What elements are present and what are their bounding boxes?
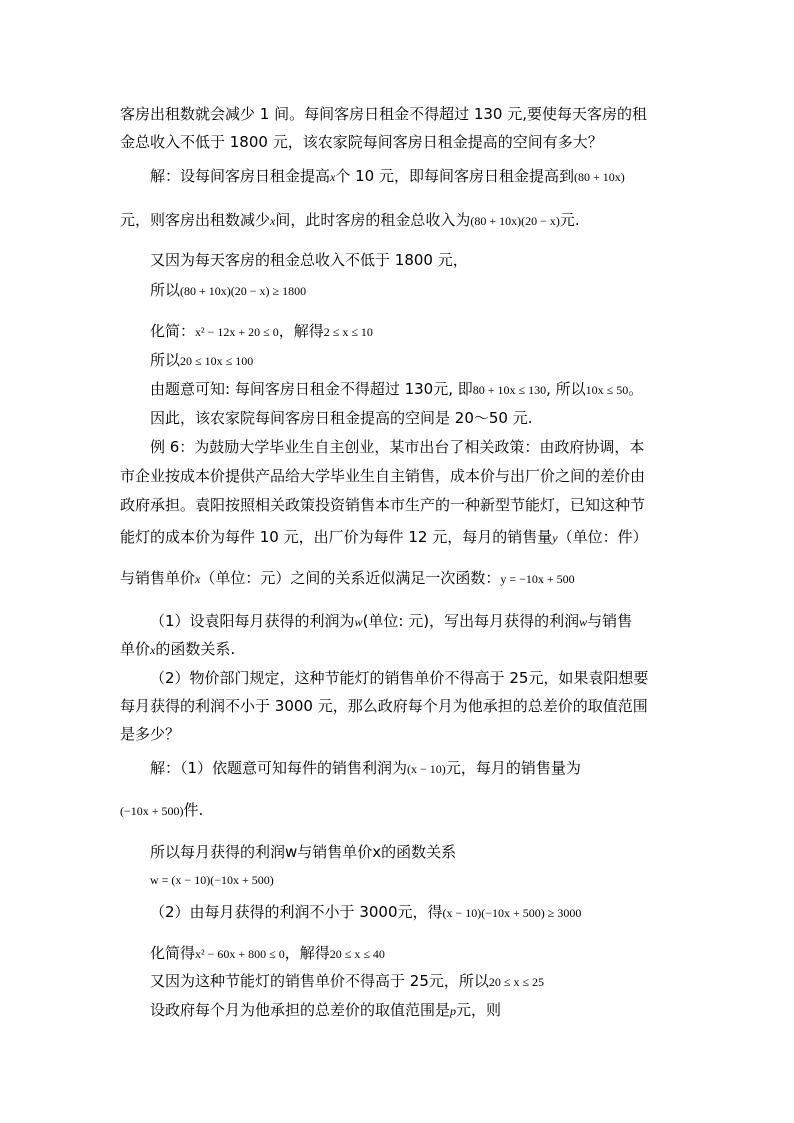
math-expr: 20 ≤ x ≤ 25 <box>488 975 545 989</box>
text: 元，则客房出租数减少 <box>120 211 271 229</box>
math-var: x <box>150 643 156 657</box>
math-expr: (80 + 10x)(20 − x) ≥ 1800 <box>180 284 307 298</box>
text: 元，每月的销售量为 <box>445 759 581 777</box>
text: 金总收入不低于 1800 元，该农家院每间客房日租金提高的空间有多大？ <box>120 133 603 151</box>
text-line <box>120 527 648 548</box>
text: 市企业按成本价提供产品给大学毕业生自主销售，成本价与出厂价之间的差价由 <box>120 467 646 485</box>
formula-line <box>150 869 274 890</box>
math-expr: (80 + 10x) <box>573 170 625 184</box>
text-line <box>120 132 603 152</box>
text: （1）设袁阳每月获得的利润为 <box>150 612 355 630</box>
text-line <box>150 902 581 923</box>
text-line <box>150 1000 501 1021</box>
text: 化简得 <box>150 944 196 962</box>
text-line <box>120 696 648 716</box>
text: 与销售单价 <box>120 569 196 587</box>
math-expr: (x − 10) <box>407 762 446 776</box>
math-expr: 10x ≤ 50 <box>585 383 629 397</box>
text: 与销售 <box>587 612 633 630</box>
text: 化简： <box>150 322 196 340</box>
text-line <box>120 724 180 744</box>
text-line <box>120 639 235 660</box>
text-line <box>150 250 468 270</box>
text: 又因为每天客房的租金总收入不低于 1800 元， <box>150 251 468 269</box>
math-expr: (x − 10)(−10x + 500) ≥ 3000 <box>442 906 582 920</box>
math-expr: 20 ≤ 10x ≤ 100 <box>180 354 254 368</box>
text: （单位：件） <box>557 528 648 546</box>
text-line <box>150 943 385 964</box>
text: 解：设每间客房日租金提高 <box>150 167 331 185</box>
text: 所以每月获得的利润w与销售单价x的函数关系 <box>150 843 457 861</box>
math-var: w <box>354 615 363 629</box>
text: 所以 <box>150 281 181 299</box>
text: 每月获得的利润不小于 3000 元，那么政府每个月为他承担的总差价的取值范围 <box>120 697 648 715</box>
text: 因此，该农家院每间客房日租金提高的空间是 20～50 元. <box>150 409 533 427</box>
text: 设政府每个月为他承担的总差价的取值范围是 <box>150 1001 451 1019</box>
text-line <box>120 104 647 124</box>
math-var: x <box>270 214 276 228</box>
solution-line <box>150 166 625 187</box>
text: (单位: 元)，写出每月获得的利润 <box>362 612 580 630</box>
text: 元. <box>559 211 580 229</box>
text-line <box>150 408 532 428</box>
text: （单位：元）之间的关系近似满足一次函数： <box>200 569 501 587</box>
text: 能灯的成本价为每件 10 元，出厂价为每件 12 元，每月的销售量 <box>120 528 553 546</box>
text: 件. <box>183 801 204 819</box>
question-1 <box>150 611 632 632</box>
text-line <box>150 321 373 342</box>
math-expr: (80 + 10x)(20 − x) <box>470 214 560 228</box>
math-var: w <box>579 615 588 629</box>
text: 政府承担。袁阳按照相关政策投资销售本市生产的一种新型节能灯，已知这种节 <box>120 496 646 514</box>
text: 客房出租数就会减少 1 间。每间客房日租金不得超过 130 元,要使每天客房的租 <box>120 105 648 123</box>
math-expr: 2 ≤ x ≤ 10 <box>323 325 373 339</box>
math-var: y <box>552 531 558 545</box>
text-line <box>120 495 645 515</box>
math-expr: 80 + 10x ≤ 130 <box>472 383 547 397</box>
text: 是多少？ <box>120 725 181 743</box>
math-expr: x² − 60x + 800 ≤ 0 <box>195 947 285 961</box>
text: （2）由每月获得的利润不小于 3000元，得 <box>150 903 443 921</box>
math-expr: w = (x − 10)(−10x + 500) <box>150 873 274 887</box>
text-line <box>120 800 203 821</box>
text-line <box>150 379 643 400</box>
math-expr: y = −10x + 500 <box>500 572 575 586</box>
math-expr: (−10x + 500) <box>120 804 184 818</box>
text-line <box>150 842 456 862</box>
text-line <box>150 280 306 301</box>
text: 所以 <box>150 351 181 369</box>
question-2 <box>150 668 648 688</box>
text: （2）物价部门规定，这种节能灯的销售单价不得高于 25元，如果袁阳想要 <box>150 669 649 687</box>
text: 元，则 <box>456 1001 502 1019</box>
text: 解：（1）依题意可知每件的销售利润为 <box>150 759 408 777</box>
text: 由题意可知: 每间客房日租金不得超过 130元, 即 <box>150 380 473 398</box>
math-var: p <box>450 1004 457 1018</box>
text: 的函数关系. <box>155 640 236 658</box>
text: , 所以 <box>546 380 586 398</box>
text: 单价 <box>120 640 151 658</box>
text: 个 10 元，即每间客房日租金提高到 <box>335 167 574 185</box>
text: 。 <box>628 380 644 398</box>
text: ，解得 <box>284 944 330 962</box>
text-line <box>120 466 645 486</box>
text-line <box>120 210 580 231</box>
math-var: x <box>195 572 201 586</box>
solution-line <box>150 758 581 779</box>
math-expr: 20 ≤ x ≤ 40 <box>329 947 385 961</box>
text: 例 6：为鼓励大学毕业生自主创业，某市出台了相关政策：由政府协调，本 <box>150 438 645 456</box>
math-var: x <box>330 170 336 184</box>
math-expr: x² − 12x + 20 ≤ 0 <box>195 325 279 339</box>
text-line <box>120 568 575 589</box>
text-line <box>150 350 253 371</box>
example-heading <box>150 437 644 457</box>
text: ，解得 <box>278 322 324 340</box>
text: 又因为这种节能灯的销售单价不得高于 25元，所以 <box>150 972 489 990</box>
text: 间，此时客房的租金总收入为 <box>275 211 471 229</box>
text-line <box>150 971 544 992</box>
